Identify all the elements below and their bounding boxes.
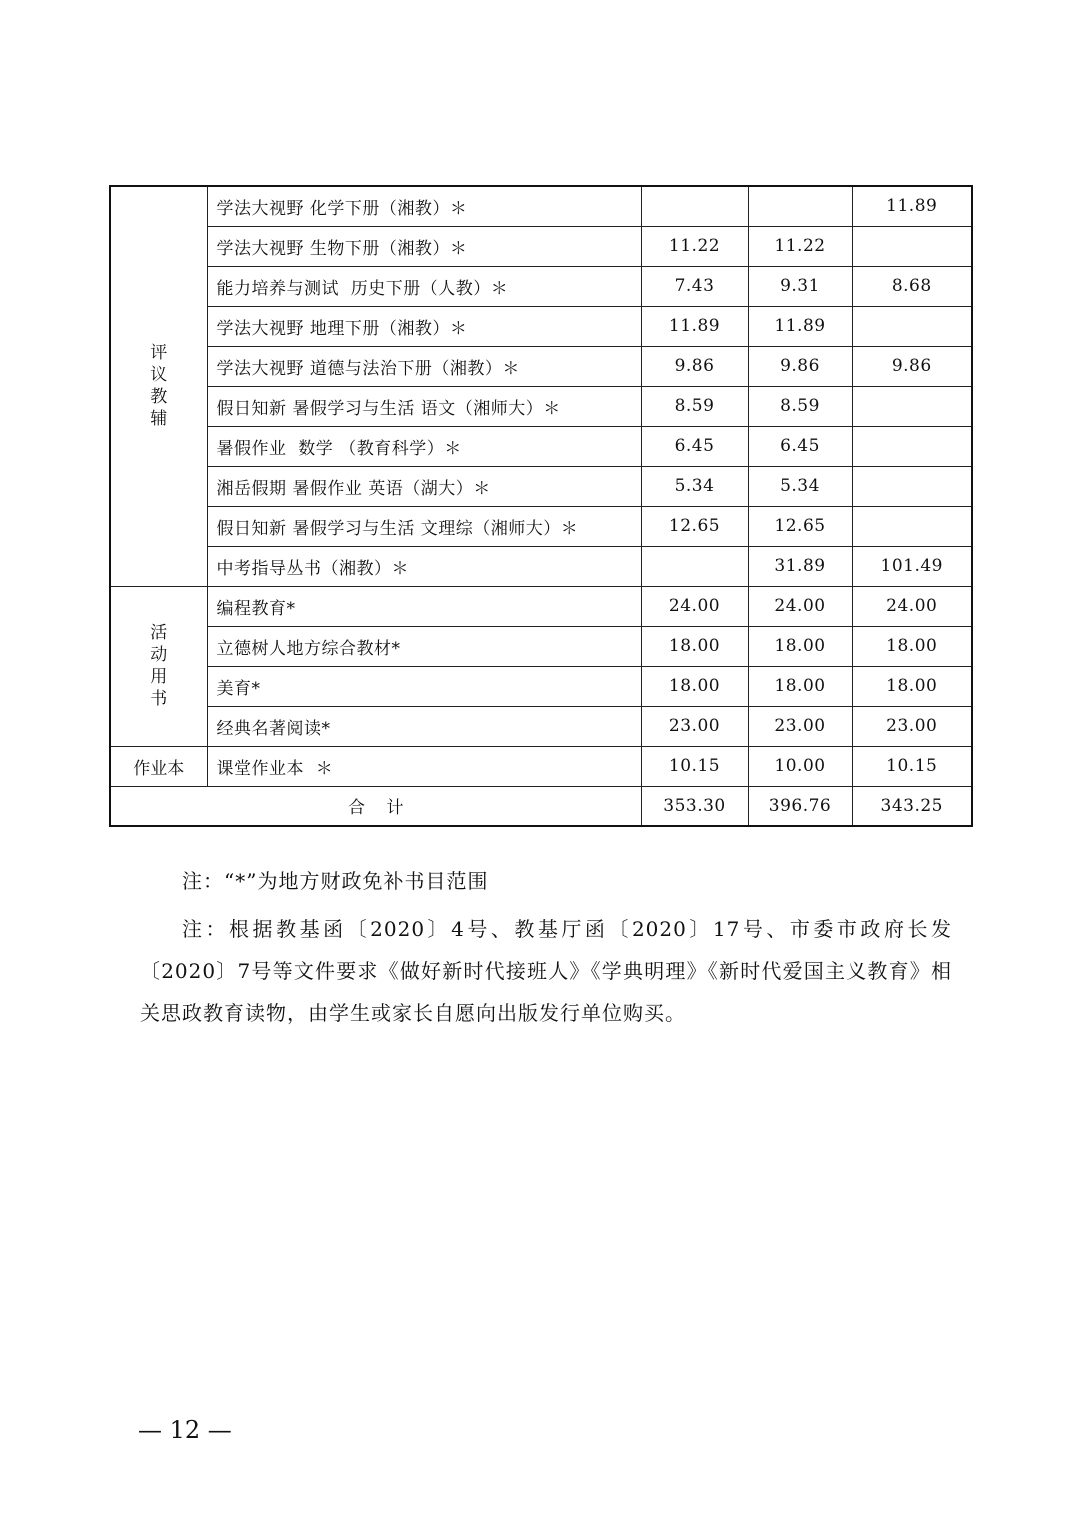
book-title-cell: 学法大视野 地理下册（湘教）＊ [207,306,641,346]
price-cell: 9.86 [641,346,748,386]
price-cell: 18.00 [641,626,748,666]
price-cell [852,426,972,466]
price-cell: 11.22 [748,226,852,266]
price-cell: 6.45 [748,426,852,466]
note-asterisk: 注：“*”为地方财政免补书目范围 [182,869,489,893]
price-cell: 12.65 [641,506,748,546]
price-cell: 24.00 [641,586,748,626]
total-value-cell: 353.30 [641,786,748,826]
price-cell: 23.00 [852,706,972,746]
book-title-cell: 假日知新 暑假学习与生活 文理综（湘师大）＊ [207,506,641,546]
price-cell [852,226,972,266]
book-title-cell: 立德树人地方综合教材* [207,626,641,666]
price-cell: 24.00 [852,586,972,626]
table-body [110,186,972,826]
price-cell: 5.34 [641,466,748,506]
price-cell: 10.15 [641,746,748,786]
price-cell: 11.22 [641,226,748,266]
book-title-cell: 湘岳假期 暑假作业 英语（湖大）＊ [207,466,641,506]
total-value-cell: 343.25 [852,786,972,826]
price-cell: 11.89 [641,306,748,346]
table-row [110,186,972,226]
book-title-cell: 能力培养与测试 历史下册（人教）＊ [207,266,641,306]
book-title-cell: 学法大视野 生物下册（湘教）＊ [207,226,641,266]
book-title-cell: 美育* [207,666,641,706]
page-number: — 12 — [138,1416,232,1444]
price-cell [852,506,972,546]
price-cell: 18.00 [852,666,972,706]
table-row [110,746,972,786]
price-cell: 9.86 [748,346,852,386]
category-label: 评议教辅 [150,343,168,430]
category-cell [110,746,207,786]
table-row [110,546,972,586]
price-cell: 11.89 [852,186,972,226]
price-cell: 11.89 [748,306,852,346]
price-cell [641,546,748,586]
price-cell [641,186,748,226]
price-cell [748,186,852,226]
category-label: 活动用书 [150,623,168,709]
price-cell: 8.59 [748,386,852,426]
table-row [110,666,972,706]
book-title-cell: 学法大视野 化学下册（湘教）＊ [207,186,641,226]
category-cell [110,586,207,746]
price-cell: 24.00 [748,586,852,626]
price-cell [852,386,972,426]
table-row [110,586,972,626]
book-title-cell: 编程教育* [207,586,641,626]
price-cell: 8.59 [641,386,748,426]
price-cell: 18.00 [641,666,748,706]
price-cell: 10.00 [748,746,852,786]
table-row [110,386,972,426]
table-row [110,426,972,466]
note-policy: 注：根据教基函〔2020〕4号、教基厅函〔2020〕17号、市委市政府长发〔2020〕7号等文件要求《做好新时代接班人》《学典明理》《新时代爱国主义教育》相关思政教育读物，由学生或家长自愿向出版发行单位购买。 [140,917,952,1025]
price-cell: 31.89 [748,546,852,586]
table-row [110,226,972,266]
total-value-cell: 396.76 [748,786,852,826]
book-title-cell: 经典名著阅读* [207,706,641,746]
price-cell: 10.15 [852,746,972,786]
book-title-cell: 假日知新 暑假学习与生活 语文（湘师大）＊ [207,386,641,426]
price-cell: 9.86 [852,346,972,386]
table-row [110,626,972,666]
book-title-cell: 学法大视野 道德与法治下册（湘教）＊ [207,346,641,386]
price-cell: 5.34 [748,466,852,506]
table-row [110,706,972,746]
price-cell: 23.00 [748,706,852,746]
table-row [110,466,972,506]
total-row [110,786,972,826]
price-cell: 7.43 [641,266,748,306]
table-row [110,346,972,386]
price-cell: 12.65 [748,506,852,546]
price-cell: 18.00 [748,626,852,666]
price-cell [852,306,972,346]
textbook-price-table [109,185,973,827]
price-cell: 9.31 [748,266,852,306]
table-row [110,266,972,306]
price-cell: 18.00 [852,626,972,666]
total-label: 合 计 [110,786,641,826]
price-cell: 8.68 [852,266,972,306]
price-cell: 101.49 [852,546,972,586]
table-row [110,506,972,546]
price-cell: 18.00 [748,666,852,706]
table-row [110,306,972,346]
book-title-cell: 课堂作业本 ＊ [207,746,641,786]
category-cell [110,186,207,586]
book-title-cell: 暑假作业 数学 （教育科学）＊ [207,426,641,466]
price-cell: 23.00 [641,706,748,746]
category-label: 作业本 [133,758,185,779]
book-title-cell: 中考指导丛书（湘教）＊ [207,546,641,586]
price-cell: 6.45 [641,426,748,466]
price-cell [852,466,972,506]
